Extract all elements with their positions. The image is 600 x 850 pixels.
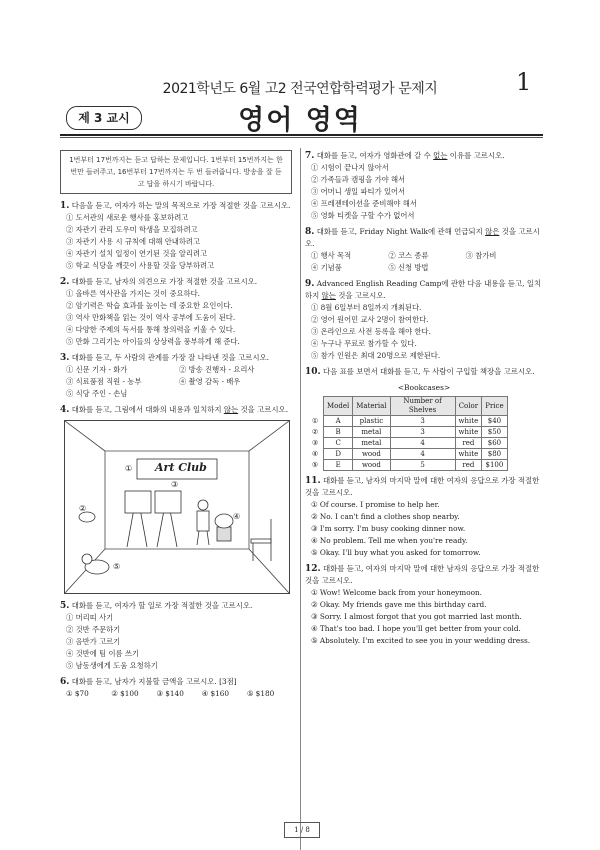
option[interactable]: ① 신문 기자 - 화가 <box>66 365 128 374</box>
table-cell: D <box>324 449 353 460</box>
option[interactable]: ④ 프레젠테이션을 준비해야 해서 <box>311 199 417 208</box>
question-text-underlined: 않는 <box>321 291 336 300</box>
table-cell: $80 <box>482 449 507 460</box>
question-stem <box>60 276 292 288</box>
option-row <box>60 688 292 700</box>
option[interactable]: ⑤ 신청 방법 <box>388 263 429 272</box>
question-stem <box>305 366 543 378</box>
table-cell: B <box>324 427 353 438</box>
question-number: 6. <box>60 677 70 687</box>
option[interactable]: ② 암기력은 학습 효과를 높이는 데 중요한 요인이다. <box>66 301 233 310</box>
table-cell: white <box>455 427 482 438</box>
marker-3: ③ <box>171 480 179 489</box>
option[interactable]: ⑤ 식당 주인 - 손님 <box>66 389 128 398</box>
question-text-underlined: 않은 <box>485 227 500 236</box>
table-cell: A <box>324 416 353 427</box>
option[interactable]: ⑤ 학교 식당을 깨끗이 사용할 것을 당부하려고 <box>66 261 215 270</box>
row-option-number[interactable]: ④ <box>311 450 319 458</box>
option[interactable]: ① $70 <box>66 689 89 698</box>
page-separator: / <box>300 826 304 834</box>
option[interactable]: ④ 다양한 주제의 독서를 통해 창의력을 키울 수 있다. <box>66 325 236 334</box>
option[interactable]: ③ 자관기 사용 시 규칙에 대해 안내하려고 <box>66 237 200 246</box>
table-row <box>307 449 507 460</box>
exam-title: 2021학년도 6월 고2 전국연합학력평가 문제지 <box>162 81 438 97</box>
question-text: 대화를 듣고, 여자의 마지막 말에 대한 남자의 응답으로 가장 적절한 것을 고르시오. <box>305 564 540 585</box>
question-number: 11. <box>305 476 321 486</box>
table-row <box>307 416 507 427</box>
option-row <box>60 376 292 388</box>
question-text: 다음을 듣고, 여자가 하는 말의 목적으로 가장 적절한 것을 고르시오. <box>71 201 291 210</box>
marker-1: ① <box>125 464 133 473</box>
option[interactable]: ② 영어 원어민 교사 2명이 참여한다. <box>311 315 429 324</box>
option[interactable]: ③ 어머니 생일 파티가 있어서 <box>311 187 406 196</box>
option[interactable]: ⑤ Absolutely. I'm excited to see you in your wedding dress. <box>311 636 531 645</box>
total-pages: 8 <box>305 826 310 834</box>
option[interactable]: ② No. I can't find a clothes shop nearby. <box>311 512 460 521</box>
question-text: 대화를 듣고, 남자가 지불할 금액을 고르시오. [3점] <box>71 677 237 686</box>
question-number: 7. <box>305 151 315 161</box>
option[interactable]: ④ No problem. Tell me when you're ready. <box>311 536 468 545</box>
question-stem <box>305 150 543 162</box>
question-text: 대화를 듣고, 그림에서 대화의 내용과 일치하지 <box>71 405 224 414</box>
table-row <box>307 438 507 449</box>
header-rule-thin <box>60 137 543 138</box>
table-cell: $40 <box>482 416 507 427</box>
question-text: 대화를 듣고, 여자가 영화관에 갈 수 <box>316 151 434 160</box>
column-divider <box>300 148 304 850</box>
question-text: 대화를 듣고, 여자가 할 일로 가장 적절한 것을 고르시오. <box>71 601 253 610</box>
option-row <box>305 262 543 274</box>
table-cell: plastic <box>353 416 390 427</box>
option[interactable]: ① 시험이 끝나지 않아서 <box>311 163 389 172</box>
question-number: 4. <box>60 405 70 415</box>
question-stem <box>60 676 292 688</box>
option-row <box>60 364 292 376</box>
option-row <box>60 388 292 400</box>
option[interactable]: ⑤ 남동생에게 도움 요청하기 <box>66 661 158 670</box>
marker-4: ④ <box>233 512 241 521</box>
question-text-underlined: 없는 <box>433 151 448 160</box>
question-text: 것을 고르시오. <box>335 291 386 300</box>
option[interactable]: ③ I'm sorry. I'm busy cooking dinner now. <box>311 524 466 533</box>
question-12 <box>305 563 543 647</box>
question-number: 5. <box>60 601 70 611</box>
option[interactable]: ① Wow! Welcome back from your honeymoon. <box>311 588 482 597</box>
right-column <box>305 150 543 651</box>
option[interactable]: ④ That's too bad. I hope you'll get better from your cold. <box>311 624 521 633</box>
question-11 <box>305 475 543 559</box>
option[interactable]: ① 도서관의 새로운 행사를 홍보하려고 <box>66 213 189 222</box>
table-cell: 4 <box>390 438 455 449</box>
question-text: 이유를 고르시오. <box>447 151 505 160</box>
option[interactable]: ③ 음반가 고르기 <box>66 637 121 646</box>
option[interactable]: ③ $140 <box>156 689 184 698</box>
table-row <box>307 460 507 471</box>
question-5 <box>60 600 292 672</box>
question-number: 2. <box>60 277 70 287</box>
row-option-number[interactable]: ③ <box>311 439 319 447</box>
subject-title: 영어 영역 <box>238 105 362 136</box>
column-header: Material <box>353 397 390 416</box>
art-room-drawing <box>65 421 289 593</box>
question-6 <box>60 676 292 700</box>
question-number: 12. <box>305 564 321 574</box>
option[interactable]: ⑤ 영화 티켓을 구할 수가 없어서 <box>311 211 415 220</box>
marker-2: ② <box>79 504 87 513</box>
question-number: 3. <box>60 353 70 363</box>
table-cell: 5 <box>390 460 455 471</box>
page-number: 1 <box>516 68 532 96</box>
table-cell: wood <box>353 449 390 460</box>
question-text: 대화를 듣고, 두 사람의 관계를 가장 잘 나타낸 것을 고르시오. <box>71 353 269 362</box>
question-8 <box>305 226 543 274</box>
option[interactable]: ① 행사 목적 <box>311 251 352 260</box>
question-7 <box>305 150 543 222</box>
column-header: Model <box>324 397 353 416</box>
table-cell: E <box>324 460 353 471</box>
question-text-underlined: 않는 <box>223 405 239 414</box>
option[interactable]: ④ 자관기 설치 일정이 연기된 것을 알리려고 <box>66 249 208 258</box>
question-1 <box>60 200 292 272</box>
table-title: <Bookcases> <box>397 383 451 392</box>
option[interactable]: ④ 촬영 감독 - 배우 <box>179 377 241 386</box>
question-text: 대화를 듣고, 남자의 마지막 말에 대한 여자의 응답으로 가장 적절한 것을 고르시오. <box>305 476 540 497</box>
question-stem <box>60 404 292 416</box>
row-option-number[interactable]: ① <box>311 417 319 425</box>
table-cell: $50 <box>482 427 507 438</box>
question-text: 다음 표를 보면서 대화를 듣고, 두 사람이 구입할 책장을 고르시오. <box>323 367 535 376</box>
table-cell: $100 <box>482 460 507 471</box>
question-text: 것을 고르시오. <box>305 227 540 248</box>
option[interactable]: ② 가족들과 캠핑을 가야 해서 <box>311 175 406 184</box>
option[interactable]: ① 머리띠 사기 <box>66 613 114 622</box>
question-10 <box>305 366 543 471</box>
question-3 <box>60 352 292 400</box>
option[interactable]: ⑤ $180 <box>246 689 275 698</box>
marker-5: ⑤ <box>113 562 121 571</box>
question-stem <box>305 278 543 302</box>
question-number: 8. <box>305 227 315 237</box>
option[interactable]: ⑤ 참가 인원은 최대 20명으로 제한된다. <box>311 351 441 360</box>
question-stem <box>305 226 543 250</box>
question-number: 1. <box>60 201 70 211</box>
option[interactable]: ① Of course. I promise to help her. <box>311 500 440 509</box>
option[interactable]: ⑤ 만화 그리기는 아이들의 상상력을 풍부하게 해 준다. <box>66 337 240 346</box>
table-cell: 4 <box>390 449 455 460</box>
option-row <box>305 250 543 262</box>
table-cell: white <box>455 449 482 460</box>
table-cell: red <box>455 438 482 449</box>
column-header: Color <box>455 397 482 416</box>
art-club-sign: Art Club <box>155 461 207 474</box>
option[interactable]: ③ 식료품점 직원 - 농부 <box>66 377 142 386</box>
question-stem <box>305 475 543 499</box>
question-number: 9. <box>305 279 315 289</box>
option[interactable]: ① 8월 6일부터 8일까지 개최된다. <box>311 303 422 312</box>
row-option-number[interactable]: ② <box>311 428 319 436</box>
question-stem <box>60 352 292 364</box>
question-number: 10. <box>305 367 321 377</box>
option[interactable]: ③ 역사 만화책을 읽는 것이 역사 공부에 도움이 된다. <box>66 313 236 322</box>
question-text: 대화를 듣고, Friday Night Walk에 관해 언급되지 <box>316 227 486 236</box>
question-text: 대화를 듣고, 남자의 의견으로 가장 적절한 것을 고르시오. <box>71 277 258 286</box>
bookcases-table <box>307 396 508 471</box>
question-4 <box>60 404 292 594</box>
option[interactable]: ② 코스 종류 <box>388 251 429 260</box>
table-cell: wood <box>353 460 390 471</box>
current-page: 1 <box>294 826 299 834</box>
question-stem <box>305 563 543 587</box>
option[interactable]: ④ 기념품 <box>311 263 342 272</box>
option[interactable]: ② 것반 주문하기 <box>66 625 121 634</box>
column-header: Price <box>482 397 507 416</box>
table-cell: 3 <box>390 427 455 438</box>
table-cell: C <box>324 438 353 449</box>
option[interactable]: ② Okay. My friends gave me this birthday card. <box>311 600 487 609</box>
table-cell: $60 <box>482 438 507 449</box>
table-cell: red <box>455 460 482 471</box>
option[interactable]: ② 방송 진행자 - 요리사 <box>179 365 255 374</box>
option[interactable]: ④ 것반에 팀 이름 쓰기 <box>66 649 139 658</box>
option[interactable]: ③ 참가비 <box>465 251 497 260</box>
table-cell: metal <box>353 438 390 449</box>
listening-notice: 1번부터 17번까지는 듣고 답하는 문제입니다. 1번부터 15번까지는 한 번만 들려주고, 16번부터 17번까지는 두 번 들려줍니다. 방송을 잘 듣고 답을 하시기 바랍니다. <box>60 150 292 194</box>
question-text: Advanced English Reading Camp에 관한 다음 내용을 듣고, 일치하지 <box>305 279 542 300</box>
question-text: 것을 고르시오. <box>238 405 289 414</box>
table-header-row <box>307 397 507 416</box>
question-2 <box>60 276 292 348</box>
period-badge: 제 3 교시 <box>66 106 142 130</box>
row-option-number[interactable]: ⑤ <box>311 461 319 469</box>
question-stem <box>60 200 292 212</box>
option[interactable]: ② 자관기 관리 도우미 학생을 모집하려고 <box>66 225 198 234</box>
header-rule-thick <box>60 134 543 136</box>
option[interactable]: ② $100 <box>111 689 139 698</box>
table-row <box>307 427 507 438</box>
table-cell: metal <box>353 427 390 438</box>
page-indicator <box>284 822 320 838</box>
question-9 <box>305 278 543 362</box>
column-header: Number of Shelves <box>390 397 455 416</box>
question-stem <box>60 600 292 612</box>
left-column <box>60 150 292 704</box>
option[interactable]: ⑤ Okay. I'll buy what you asked for tomorrow. <box>311 548 481 557</box>
option[interactable]: ④ $160 <box>201 689 230 698</box>
option[interactable]: ③ 온라인으로 사전 등록을 해야 한다. <box>311 327 431 336</box>
table-cell: white <box>455 416 482 427</box>
option[interactable]: ③ Sorry. I almost forgot that you got married last month. <box>311 612 522 621</box>
option[interactable]: ① 올바른 역사관을 가지는 것이 중요하다. <box>66 289 200 298</box>
option[interactable]: ④ 누구나 무료로 참가할 수 있다. <box>311 339 417 348</box>
table-cell: 3 <box>390 416 455 427</box>
art-club-illustration <box>64 420 290 594</box>
table-body <box>307 416 507 471</box>
